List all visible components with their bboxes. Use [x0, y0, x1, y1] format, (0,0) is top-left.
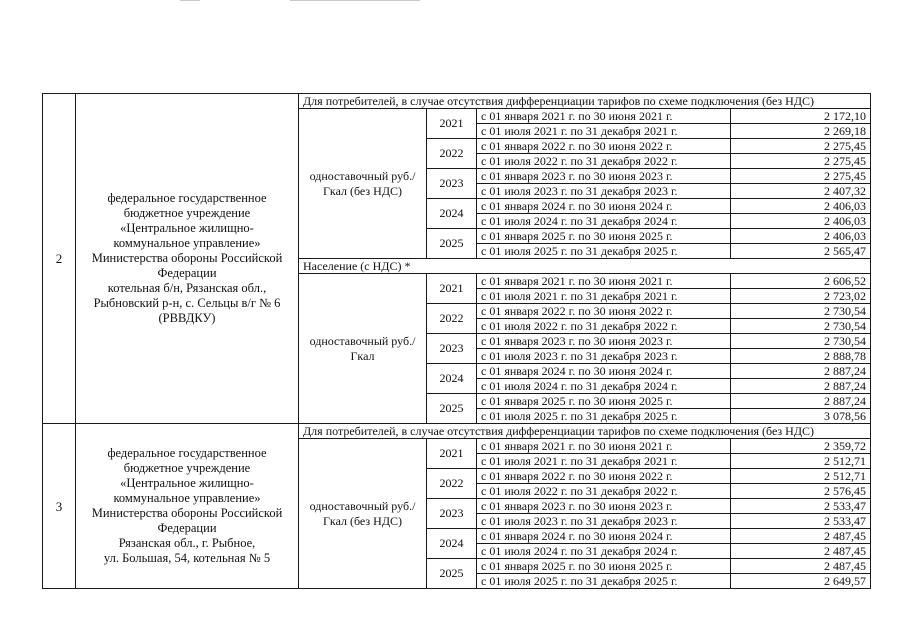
year-cell: 2022	[427, 139, 477, 169]
consumer-group-header: Население (с НДС) *	[299, 259, 871, 274]
tariff-value-cell: 2 407,32	[731, 184, 871, 199]
tariff-value-cell: 2 730,54	[731, 334, 871, 349]
tariff-value-cell: 2 887,24	[731, 394, 871, 409]
year-cell: 2024	[427, 199, 477, 229]
organization-line: ул. Большая, 54, котельная № 5	[103, 551, 271, 565]
tariff-value-cell: 2 269,18	[731, 124, 871, 139]
period-cell: с 01 июля 2021 г. по 31 декабря 2021 г.	[477, 124, 731, 139]
tariff-value-cell: 2 487,45	[731, 529, 871, 544]
top-edge-mark	[180, 0, 200, 1]
organization-line: котельная б/н, Рязанская обл.,	[107, 281, 267, 295]
tariff-value-cell: 2 887,24	[731, 379, 871, 394]
tariff-table	[42, 93, 871, 589]
organization-line: коммунальное управление»	[113, 236, 261, 250]
year-cell: 2024	[427, 364, 477, 394]
period-cell: с 01 января 2024 г. по 30 июня 2024 г.	[477, 199, 731, 214]
tariff-value-cell: 2 487,45	[731, 559, 871, 574]
tariff-value-cell: 2 406,03	[731, 229, 871, 244]
year-cell: 2025	[427, 559, 477, 589]
organization-line: бюджетное учреждение	[123, 461, 251, 475]
period-cell: с 01 января 2024 г. по 30 июня 2024 г.	[477, 364, 731, 379]
tariff-value-cell: 2 887,24	[731, 364, 871, 379]
tariff-value-cell: 2 723,02	[731, 289, 871, 304]
year-cell: 2022	[427, 469, 477, 499]
period-cell: с 01 июля 2024 г. по 31 декабря 2024 г.	[477, 214, 731, 229]
period-cell: с 01 января 2024 г. по 30 июня 2024 г.	[477, 529, 731, 544]
period-cell: с 01 июля 2025 г. по 31 декабря 2025 г.	[477, 409, 731, 424]
period-cell: с 01 января 2021 г. по 30 июня 2021 г.	[477, 439, 731, 454]
year-cell: 2025	[427, 229, 477, 259]
year-cell: 2025	[427, 394, 477, 424]
organization-line: коммунальное управление»	[113, 491, 261, 505]
tariff-unit-cell: одноставочный руб./Гкал (без НДС)	[299, 109, 427, 259]
period-cell: с 01 июля 2024 г. по 31 декабря 2024 г.	[477, 544, 731, 559]
organization-line: Рязанская обл., г. Рыбное,	[118, 536, 256, 550]
tariff-value-cell: 2 512,71	[731, 454, 871, 469]
consumer-group-header: Для потребителей, в случае отсутствия дифференциации тарифов по схеме подключения (без НДС)	[299, 424, 871, 439]
organization-line: федеральное государственное	[107, 191, 267, 205]
tariff-value-cell: 2 487,45	[731, 544, 871, 559]
period-cell: с 01 июля 2022 г. по 31 декабря 2022 г.	[477, 154, 731, 169]
organization-line: Министерства обороны Российской	[91, 251, 283, 265]
tariff-unit-cell: одноставочный руб./Гкал (без НДС)	[299, 439, 427, 589]
period-cell: с 01 июля 2021 г. по 31 декабря 2021 г.	[477, 289, 731, 304]
tariff-value-cell: 2 533,47	[731, 499, 871, 514]
organization-line: Рыбновский р-н, с. Сельцы в/г № 6	[93, 296, 281, 310]
tariff-value-cell: 3 078,56	[731, 409, 871, 424]
tariff-value-cell: 2 533,47	[731, 514, 871, 529]
period-cell: с 01 января 2022 г. по 30 июня 2022 г.	[477, 469, 731, 484]
group-header-row	[43, 424, 871, 439]
tariff-value-cell: 2 606,52	[731, 274, 871, 289]
period-cell: с 01 января 2025 г. по 30 июня 2025 г.	[477, 229, 731, 244]
tariff-value-cell: 2 406,03	[731, 214, 871, 229]
period-cell: с 01 июля 2025 г. по 31 декабря 2025 г.	[477, 244, 731, 259]
tariff-value-cell: 2 512,71	[731, 469, 871, 484]
period-cell: с 01 июля 2023 г. по 31 декабря 2023 г.	[477, 184, 731, 199]
year-cell: 2021	[427, 274, 477, 304]
organization-line: «Центральное жилищно-	[120, 476, 254, 490]
period-cell: с 01 января 2023 г. по 30 июня 2023 г.	[477, 499, 731, 514]
period-cell: с 01 января 2021 г. по 30 июня 2021 г.	[477, 109, 731, 124]
tariff-value-cell: 2 275,45	[731, 139, 871, 154]
year-cell: 2021	[427, 439, 477, 469]
period-cell: с 01 января 2025 г. по 30 июня 2025 г.	[477, 559, 731, 574]
tariff-table-body	[43, 94, 871, 589]
period-cell: с 01 января 2021 г. по 30 июня 2021 г.	[477, 274, 731, 289]
year-cell: 2023	[427, 499, 477, 529]
group-header-row	[43, 94, 871, 109]
organization-line: (РВВДКУ)	[158, 311, 216, 325]
organization-line: Федерации	[157, 266, 217, 280]
period-cell: с 01 января 2023 г. по 30 июня 2023 г.	[477, 334, 731, 349]
year-cell: 2023	[427, 169, 477, 199]
period-cell: с 01 января 2025 г. по 30 июня 2025 г.	[477, 394, 731, 409]
organization-line: Министерства обороны Российской	[91, 506, 283, 520]
year-cell: 2022	[427, 304, 477, 334]
period-cell: с 01 июля 2025 г. по 31 декабря 2025 г.	[477, 574, 731, 589]
year-cell: 2024	[427, 529, 477, 559]
organization-cell	[76, 94, 299, 424]
year-cell: 2023	[427, 334, 477, 364]
tariff-value-cell: 2 275,45	[731, 154, 871, 169]
period-cell: с 01 января 2022 г. по 30 июня 2022 г.	[477, 139, 731, 154]
period-cell: с 01 июля 2023 г. по 31 декабря 2023 г.	[477, 514, 731, 529]
tariff-value-cell: 2 730,54	[731, 304, 871, 319]
tariff-value-cell: 2 172,10	[731, 109, 871, 124]
tariff-value-cell: 2 565,47	[731, 244, 871, 259]
tariff-value-cell: 2 406,03	[731, 199, 871, 214]
period-cell: с 01 июля 2023 г. по 31 декабря 2023 г.	[477, 349, 731, 364]
organization-line: федеральное государственное	[107, 446, 267, 460]
tariff-value-cell: 2 275,45	[731, 169, 871, 184]
tariff-value-cell: 2 730,54	[731, 319, 871, 334]
row-number: 3	[43, 424, 76, 589]
organization-line: бюджетное учреждение	[123, 206, 251, 220]
top-edge-mark	[290, 0, 420, 1]
organization-cell	[76, 424, 299, 589]
consumer-group-header: Для потребителей, в случае отсутствия дифференциации тарифов по схеме подключения (без НДС)	[299, 94, 871, 109]
tariff-value-cell: 2 649,57	[731, 574, 871, 589]
organization-line: Федерации	[157, 521, 217, 535]
period-cell: с 01 января 2023 г. по 30 июня 2023 г.	[477, 169, 731, 184]
period-cell: с 01 июля 2022 г. по 31 декабря 2022 г.	[477, 319, 731, 334]
period-cell: с 01 июля 2022 г. по 31 декабря 2022 г.	[477, 484, 731, 499]
period-cell: с 01 июля 2021 г. по 31 декабря 2021 г.	[477, 454, 731, 469]
period-cell: с 01 января 2022 г. по 30 июня 2022 г.	[477, 304, 731, 319]
tariff-value-cell: 2 888,78	[731, 349, 871, 364]
row-number: 2	[43, 94, 76, 424]
year-cell: 2021	[427, 109, 477, 139]
tariff-value-cell: 2 576,45	[731, 484, 871, 499]
organization-line: «Центральное жилищно-	[120, 221, 254, 235]
tariff-value-cell: 2 359,72	[731, 439, 871, 454]
period-cell: с 01 июля 2024 г. по 31 декабря 2024 г.	[477, 379, 731, 394]
tariff-unit-cell: одноставочный руб./Гкал	[299, 274, 427, 424]
